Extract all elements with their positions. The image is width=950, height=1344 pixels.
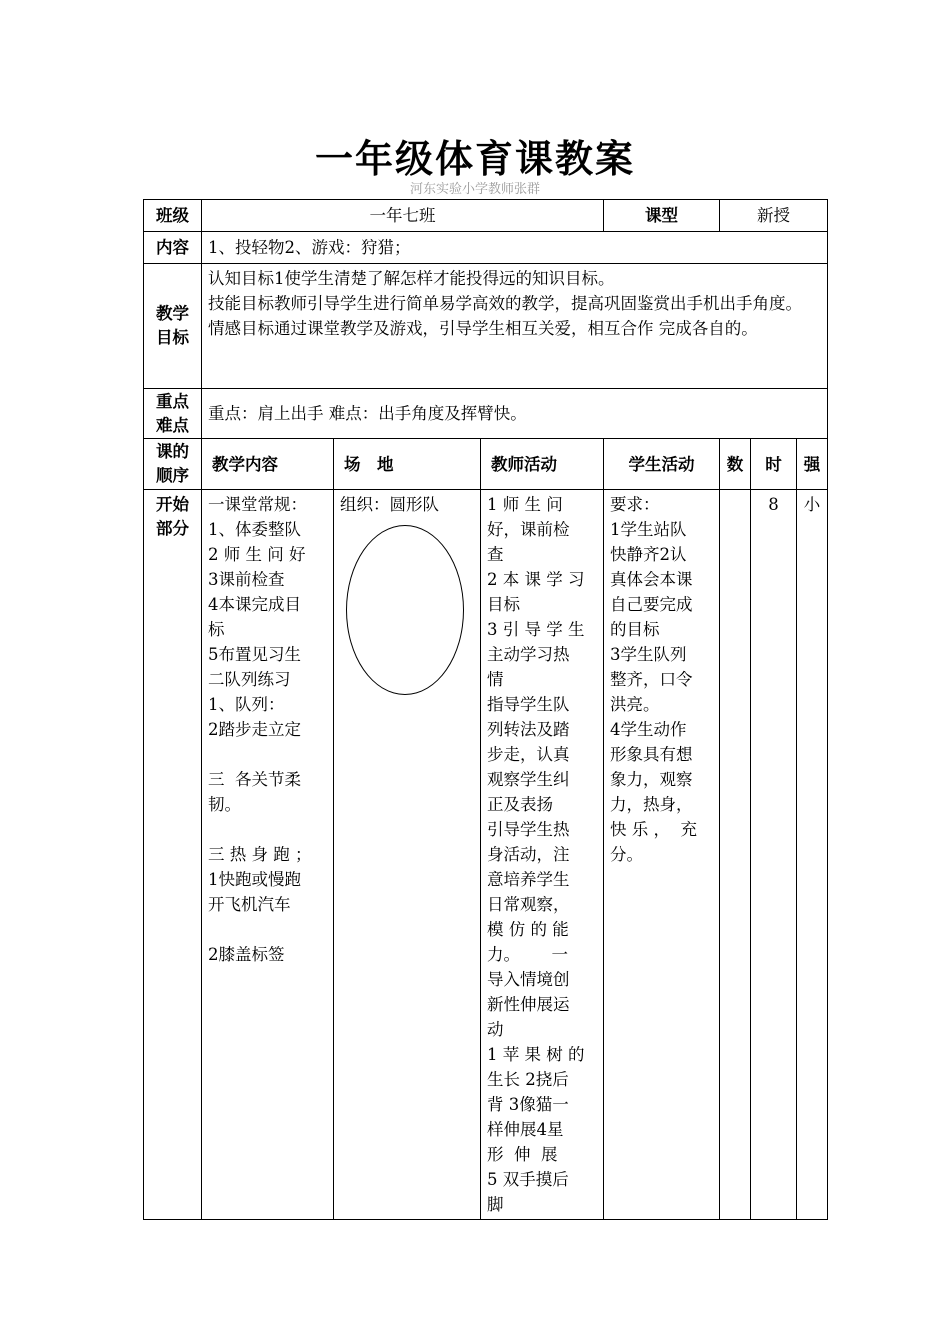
teacher-activity-line: 日常观察，	[487, 895, 570, 914]
order-label-line: 顺序	[156, 466, 189, 485]
teacher-activity-line: 指导学生队	[487, 695, 570, 714]
teacher-activity-line: 步走，认真	[487, 745, 570, 764]
venue-text: 组织：圆形队	[340, 495, 439, 514]
teacher-activity-line: 目标	[487, 595, 520, 614]
student-activity-line: 4学生动作	[610, 720, 687, 739]
section-student-activity	[604, 490, 720, 1220]
section-teacher-activity	[481, 490, 604, 1220]
lesson-type-label: 课型	[604, 200, 720, 232]
student-activity-line: 洪亮。	[610, 695, 660, 714]
teacher-activity-line: 情	[487, 670, 504, 689]
key-points-value: 重点：肩上出手 难点：出手角度及挥臂快。	[202, 389, 828, 439]
content-line	[208, 742, 327, 767]
content-line: 1、体委整队	[208, 520, 301, 539]
col-header-count: 数	[720, 439, 751, 490]
section-intensity: 小	[797, 490, 828, 1220]
content-line	[208, 817, 327, 842]
student-activity-line: 的目标	[610, 620, 660, 639]
student-activity-line: 要求：	[610, 495, 660, 514]
teacher-activity-line: 模 仿 的 能	[487, 920, 569, 939]
section-label	[144, 490, 202, 1220]
order-label	[144, 439, 202, 490]
teacher-activity-line: 列转法及踏	[487, 720, 570, 739]
teacher-activity-line: 主动学习热	[487, 645, 570, 664]
section-venue	[334, 490, 481, 1220]
content-line: 一课堂常规：	[208, 495, 307, 514]
teacher-activity-line: 查	[487, 545, 504, 564]
content-line: 2 师 生 问 好	[208, 545, 306, 564]
section-label-line: 部分	[156, 519, 189, 538]
content-line: 3课前检查	[208, 570, 285, 589]
teacher-activity-line: 观察学生纠	[487, 770, 570, 789]
student-activity-line: 快静齐2认	[610, 545, 687, 564]
teacher-activity-line: 正及表扬	[487, 795, 553, 814]
teacher-activity-line: 3 引 导 学 生	[487, 620, 585, 639]
content-line: 2膝盖标签	[208, 945, 285, 964]
teacher-activity-line: 脚	[487, 1195, 504, 1214]
teacher-activity-line: 导入情境创	[487, 970, 570, 989]
col-header-content: 教学内容	[202, 439, 334, 490]
teacher-activity-line: 力。 一	[487, 945, 568, 964]
student-activity-line: 3学生队列	[610, 645, 687, 664]
student-activity-line: 自己要完成	[610, 595, 693, 614]
teacher-activity-line: 5 双手摸后	[487, 1170, 569, 1189]
section-time: 8	[751, 490, 797, 1220]
content-value: 1、投轻物2、游戏：狩猎；	[202, 232, 828, 264]
class-value-text: 一年七班	[369, 206, 436, 225]
teacher-activity-line: 好，课前检	[487, 520, 570, 539]
goals-cell	[202, 264, 828, 389]
teacher-activity-line: 2 本 课 学 习	[487, 570, 585, 589]
teacher-activity-line: 1 师 生 问	[487, 495, 563, 514]
goal-emotional: 情感目标通过课堂教学及游戏，引导学生相互关爱，相互合作 完成各自的。	[208, 319, 758, 338]
student-activity-line: 1学生站队	[610, 520, 687, 539]
class-value	[202, 200, 604, 232]
teacher-activity-line: 样伸展4星	[487, 1120, 564, 1139]
content-line: 二队列练习	[208, 670, 291, 689]
student-activity-line: 力，热身，	[610, 795, 693, 814]
col-header-venue: 场 地	[334, 439, 481, 490]
col-header-teacher: 教师活动	[481, 439, 604, 490]
teacher-activity-line: 身活动，注	[487, 845, 570, 864]
teacher-activity-line: 引导学生热	[487, 820, 570, 839]
key-points-label	[144, 389, 202, 439]
content-line	[208, 917, 327, 942]
page-title: 一年级体育课教案	[314, 137, 635, 181]
content-line: 三 各关节柔	[208, 770, 301, 789]
class-label: 班级	[144, 200, 202, 232]
lesson-type-value: 新授	[720, 200, 828, 232]
teacher-activity-line: 新性伸展运	[487, 995, 570, 1014]
teacher-activity-line: 背 3像猫一	[487, 1095, 569, 1114]
content-line: 1、队列：	[208, 695, 285, 714]
col-header-time: 时	[751, 439, 797, 490]
col-header-student: 学生活动	[604, 439, 720, 490]
author-subtitle: 河东实验小学教师张群	[409, 182, 540, 197]
goal-label	[144, 264, 202, 389]
teacher-activity-line: 意培养学生	[487, 870, 570, 889]
content-line: 5布置见习生	[208, 645, 301, 664]
student-activity-line: 象力，观察	[610, 770, 693, 789]
lesson-plan-table	[143, 199, 828, 1220]
section-content	[202, 490, 334, 1220]
content-line: 韧。	[208, 795, 241, 814]
content-line: 2踏步走立定	[208, 720, 301, 739]
student-activity-line: 形象具有想	[610, 745, 693, 764]
content-line: 开飞机汽车	[208, 895, 291, 914]
content-line: 三 热 身 跑 ；	[208, 845, 312, 864]
teacher-activity-line: 生长 2挠后	[487, 1070, 569, 1089]
student-activity-line: 整齐，口令	[610, 670, 693, 689]
order-label-line: 课的	[156, 442, 189, 461]
section-label-line: 开始	[156, 495, 189, 514]
student-activity-line: 真体会本课	[610, 570, 693, 589]
goal-cognitive: 认知目标1使学生清楚了解怎样才能投得远的知识目标。	[208, 269, 615, 288]
goal-label-line: 目标	[156, 328, 189, 347]
student-activity-line: 快 乐 ， 充	[610, 820, 697, 839]
key-label-line: 难点	[156, 415, 189, 435]
section-count	[720, 490, 751, 1220]
content-line: 1快跑或慢跑	[208, 870, 301, 889]
col-header-intensity: 强	[797, 439, 828, 490]
goal-label-line: 教学	[156, 304, 189, 323]
key-label-line: 重点	[156, 391, 189, 411]
content-line: 标	[208, 620, 225, 639]
content-line: 4本课完成目	[208, 595, 301, 614]
goal-skill: 技能目标教师引导学生进行简单易学高效的教学，提高巩固鉴赏出手机出手角度。	[208, 294, 802, 313]
teacher-activity-line: 动	[487, 1020, 504, 1039]
teacher-activity-line: 形 伸 展	[487, 1145, 558, 1164]
student-activity-line: 分。	[610, 845, 644, 864]
teacher-activity-line: 1 苹 果 树 的	[487, 1045, 585, 1064]
circle-formation-diagram	[346, 525, 464, 695]
content-label: 内容	[144, 232, 202, 264]
